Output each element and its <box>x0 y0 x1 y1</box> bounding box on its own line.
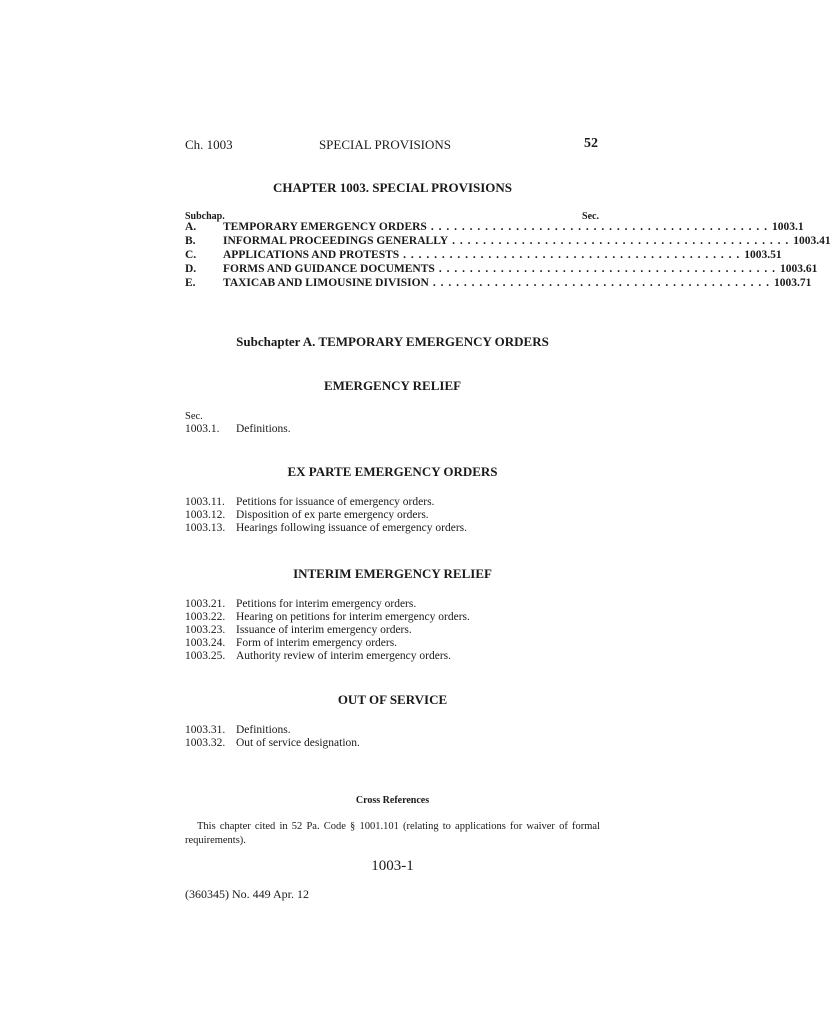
section-entry <box>185 637 397 650</box>
toc-leader-dots: . . . . . . . . . . . . . . . . . . . . . . . . . . . . . . . . . . . . . . . . . . . . <box>430 221 768 233</box>
toc-leader-dots: . . . . . . . . . . . . . . . . . . . . . . . . . . . . . . . . . . . . . . . . . . . . <box>452 235 790 247</box>
section-title: Disposition of ex parte emergency orders. <box>236 509 429 521</box>
section-number: 1003.22. <box>185 611 226 623</box>
toc-sec-label: Sec. <box>582 211 599 222</box>
section-title: Form of interim emergency orders. <box>236 637 398 649</box>
toc-item <box>185 276 812 290</box>
toc-item <box>185 248 782 262</box>
section-heading: OUT OF SERVICE <box>337 692 448 707</box>
section-entry <box>185 737 360 750</box>
subchapter-title: Subchapter A. TEMPORARY EMERGENCY ORDERS <box>236 334 549 349</box>
section-entry <box>185 509 429 522</box>
section-title: Hearings following issuance of emergency orders. <box>236 522 467 534</box>
toc-subchap-label: Subchap. <box>185 211 225 222</box>
toc-item-section: 1003.61 <box>779 263 818 275</box>
toc-leader-dots: . . . . . . . . . . . . . . . . . . . . . . . . . . . . . . . . . . . . . . . . . . . . <box>403 249 741 261</box>
section-entry <box>185 598 416 611</box>
sec-label: Sec. <box>185 411 203 422</box>
section-heading: EMERGENCY RELIEF <box>323 378 462 393</box>
section-number: 1003.13. <box>185 522 226 534</box>
section-entry <box>185 522 467 535</box>
toc-item <box>185 262 818 276</box>
section-number: 1003.24. <box>185 637 226 649</box>
toc-item-section: 1003.41 <box>793 235 831 247</box>
section-number: 1003.1. <box>185 423 220 435</box>
section-title: Issuance of interim emergency orders. <box>236 624 412 636</box>
section-number: 1003.11. <box>185 496 225 508</box>
toc-item-text: FORMS AND GUIDANCE DOCUMENTS <box>223 263 435 275</box>
section-title: Petitions for interim emergency orders. <box>236 598 417 610</box>
publication-id: (360345) No. 449 Apr. 12 <box>185 887 309 901</box>
toc-item-letter: B. <box>185 235 196 247</box>
section-number: 1003.25. <box>185 650 226 662</box>
section-title: Petitions for issuance of emergency orders. <box>236 496 435 508</box>
toc-leader-dots: . . . . . . . . . . . . . . . . . . . . . . . . . . . . . . . . . . . . . . . . . . . . <box>438 263 776 275</box>
toc-item-section: 1003.1 <box>771 221 804 233</box>
toc-item <box>185 220 804 234</box>
section-title: Hearing on petitions for interim emergency orders. <box>236 611 470 623</box>
toc-leader-dots: . . . . . . . . . . . . . . . . . . . . . . . . . . . . . . . . . . . . . . . . . . . . <box>432 277 770 289</box>
section-number: 1003.23. <box>185 624 226 636</box>
toc-item-text: TAXICAB AND LIMOUSINE DIVISION <box>223 277 429 289</box>
section-entry <box>185 650 451 663</box>
cross-references-text: This chapter cited in 52 Pa. Code § 1001.101 (relating to applications for waiver of formal requirements). <box>185 821 600 846</box>
toc-item-text: APPLICATIONS AND PROTESTS <box>223 249 400 261</box>
page-number: 1003-1 <box>371 858 414 874</box>
toc-item <box>185 234 831 248</box>
section-entry <box>185 423 291 436</box>
section-heading: INTERIM EMERGENCY RELIEF <box>293 566 492 581</box>
toc-item-letter: C. <box>185 249 197 261</box>
toc-item-letter: D. <box>185 263 197 275</box>
toc-item-section: 1003.71 <box>774 277 812 289</box>
toc-item-text: INFORMAL PROCEEDINGS GENERALLY <box>223 235 449 247</box>
section-entry <box>185 611 470 624</box>
section-heading: EX PARTE EMERGENCY ORDERS <box>287 464 498 479</box>
section-number: 1003.12. <box>185 509 226 521</box>
section-number: 1003.21. <box>185 598 226 610</box>
toc-item-section: 1003.51 <box>744 249 782 261</box>
toc-item-letter: E. <box>185 277 196 289</box>
section-title: Definitions. <box>236 724 291 736</box>
section-title: Definitions. <box>236 423 291 435</box>
section-entry <box>185 724 291 737</box>
cross-references-heading: Cross References <box>355 795 430 806</box>
section-number: 1003.32. <box>185 737 226 749</box>
running-header-title: SPECIAL PROVISIONS <box>318 137 452 152</box>
section-entry <box>185 496 434 509</box>
chapter-title: CHAPTER 1003. SPECIAL PROVISIONS <box>272 180 513 195</box>
section-title: Out of service designation. <box>236 737 360 749</box>
running-header-title-number: 52 <box>584 136 598 151</box>
running-header-chapter: Ch. 1003 <box>185 137 233 152</box>
section-entry <box>185 624 412 637</box>
toc-item-text: TEMPORARY EMERGENCY ORDERS <box>223 221 427 233</box>
toc-item-letter: A. <box>185 221 197 233</box>
section-title: Authority review of interim emergency orders. <box>236 650 452 662</box>
section-number: 1003.31. <box>185 724 226 736</box>
